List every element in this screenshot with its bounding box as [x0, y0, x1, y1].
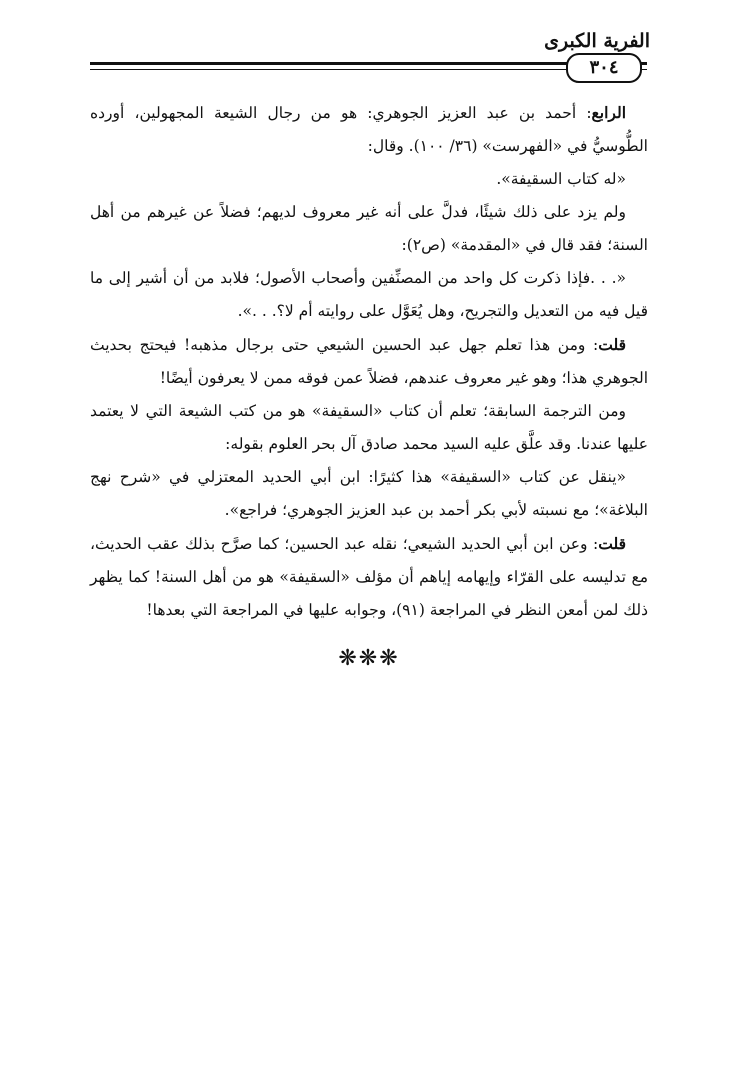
- header-rule-thick: [90, 62, 647, 65]
- paragraph-text: «ينقل عن كتاب «السقيفة» هذا كثيرًا: ابن أبي الحديد المعتزلي في «شرح نهج البلاغة»؛ مع نسبته لأبي بكر أحمد بن عبد العزيز الجوهري؛ فراجع».: [90, 468, 648, 519]
- page-number-badge: ٣٠٤: [566, 53, 642, 83]
- paragraph: [90, 328, 648, 395]
- paragraph-text: ولم يزد على ذلك شيئًا، فدلَّ على أنه غير معروف لديهم؛ فضلاً عن غيرهم من أهل السنة؛ فقد قال في «المقدمة» (ص٢):: [90, 203, 648, 254]
- body-text: [90, 96, 648, 627]
- paragraph-lead: قلت: [598, 335, 626, 354]
- paragraph-text: ومن الترجمة السابقة؛ تعلم أن كتاب «السقيفة» هو من كتب الشيعة التي لا يعتمد عليها عندنا. وقد علَّق عليه السيد محمد صادق آل بحر العلوم بقوله:: [90, 402, 648, 453]
- paragraph-text: «. . .فإذا ذكرت كل واحد من المصنِّفين وأصحاب الأصول؛ فلابد من أن أشير إلى ما قيل فيه من التعديل والتجريح، وهل يُعَوَّل على روايته أم لا؟. . .».: [90, 269, 648, 320]
- paragraph-text: : ومن هذا تعلم جهل عبد الحسين الشيعي حتى برجال مذهبه! فيحتج بحديث الجوهري هذا؛ وهو غير معروف عندهم، فضلاً عمن فوقه ممن لا يعرفون أيضًا!: [90, 336, 648, 387]
- quote-paragraph: [90, 262, 648, 328]
- paragraph-lead: الرابع: [591, 103, 626, 122]
- paragraph-text: : وعن ابن أبي الحديد الشيعي؛ نقله عبد الحسين؛ كما صرَّح بذلك عقب الحديث، مع تدليسه على القرّاء وإيهامه إياهم أن مؤلف «السقيفة» هو من أهل السنة! كما يظهر ذلك لمن أمعن النظر في المراجعة (٩١)، وجوابه عليها في المراجعة التي بعدها!: [90, 535, 648, 619]
- paragraph-lead: قلت: [598, 534, 626, 553]
- quote-paragraph: [90, 461, 648, 527]
- paragraph: [90, 527, 648, 627]
- quote-paragraph: [90, 163, 648, 196]
- running-header-title: الفرية الكبرى: [544, 30, 650, 52]
- paragraph-text: «له كتاب السقيفة».: [496, 170, 626, 188]
- paragraph-text: : أحمد بن عبد العزيز الجوهري: هو من رجال الشيعة المجهولين، أورده الطُّوسيُّ في «الفهرست» (٣٦/ ١٠٠). وقال:: [90, 104, 648, 155]
- header-rule-thin: [90, 69, 647, 70]
- section-end-ornament: ❋❋❋: [338, 646, 400, 671]
- paragraph: [90, 395, 648, 461]
- paragraph: [90, 96, 648, 163]
- paragraph: [90, 196, 648, 262]
